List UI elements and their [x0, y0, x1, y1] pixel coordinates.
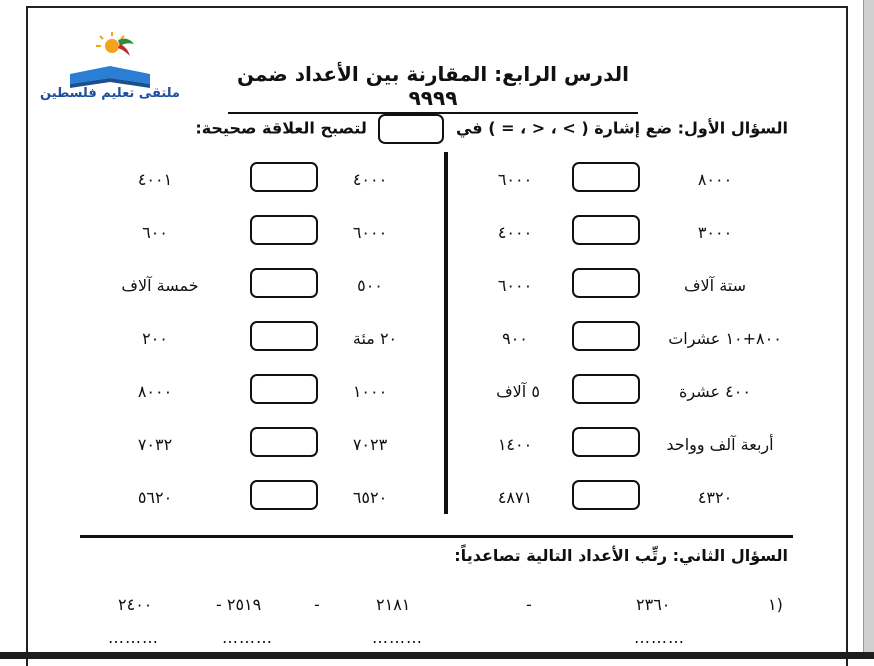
q2-number-1: ٢٣٦٠ [636, 595, 671, 614]
left-col-row-6-first: ٧٠٢٣ [352, 435, 388, 454]
right-col-row-6-second: ١٤٠٠ [497, 435, 533, 454]
right-col-row-3-second: ٦٠٠٠ [497, 276, 533, 295]
left-col-row-4-second: ٢٠٠ [142, 329, 168, 348]
right-col-row-5-answer-box[interactable] [572, 374, 640, 404]
answer-blank-3[interactable]: ……… [222, 628, 273, 647]
right-col-row-4-first: ٨٠٠+١٠ عشرات [668, 329, 782, 348]
left-col-row-5-first: ١٠٠٠ [352, 382, 388, 401]
q2-separator-2: - [314, 595, 320, 614]
right-col-row-6-first: أربعة آلف وواحد [666, 435, 774, 454]
right-col-row-4-second: ٩٠٠ [502, 329, 528, 348]
column-divider [444, 152, 448, 514]
left-col-row-5-answer-box[interactable] [250, 374, 318, 404]
right-col-row-2-second: ٤٠٠٠ [497, 223, 533, 242]
question-2-item-number: ١) [768, 595, 783, 614]
left-col-row-2-first: ٦٠٠٠ [352, 223, 388, 242]
right-col-row-4-answer-box[interactable] [572, 321, 640, 351]
answer-blank-1[interactable]: ……… [634, 628, 685, 647]
right-col-row-1-first: ٨٠٠٠ [697, 170, 733, 189]
right-col-row-7-answer-box[interactable] [572, 480, 640, 510]
left-col-row-6-answer-box[interactable] [250, 427, 318, 457]
q2-number-4: ٢٤٠٠ [118, 595, 153, 614]
answer-blank-2[interactable]: ……… [372, 628, 423, 647]
left-col-row-7-first: ٦٥٢٠ [352, 488, 388, 507]
right-col-row-7-second: ٤٨٧١ [497, 488, 533, 507]
left-col-row-7-second: ٥٦٢٠ [137, 488, 173, 507]
question-1-instructions [195, 114, 788, 144]
page-title: الدرس الرابع: المقارنة بين الأعداد ضمن ٩٩٩٩ [228, 62, 638, 114]
section-separator [80, 535, 793, 538]
right-col-row-3-first: ستة آلاف [683, 276, 747, 295]
right-col-row-3-answer-box[interactable] [572, 268, 640, 298]
right-col-row-6-answer-box[interactable] [572, 427, 640, 457]
right-col-row-2-answer-box[interactable] [572, 215, 640, 245]
left-col-row-5-second: ٨٠٠٠ [137, 382, 173, 401]
left-col-row-2-second: ٦٠٠ [142, 223, 168, 242]
question-2-instructions: السؤال الثاني: رتِّب الأعداد التالية تصاعدياً: [454, 546, 788, 565]
left-col-row-1-answer-box[interactable] [250, 162, 318, 192]
q2-number-2: ٢١٨١ [376, 595, 411, 614]
right-col-row-5-first: ٤٠٠ عشرة [679, 382, 751, 401]
q2-separator-1: - [526, 595, 532, 614]
right-col-row-1-second: ٦٠٠٠ [497, 170, 533, 189]
logo-text: ملتقى تعليم فلسطين [40, 86, 180, 101]
right-col-row-7-first: ٤٣٢٠ [697, 488, 733, 507]
left-col-row-3-second: خمسة آلاف [121, 276, 199, 295]
left-col-row-7-answer-box[interactable] [250, 480, 318, 510]
left-col-row-6-second: ٧٠٣٢ [137, 435, 173, 454]
question-1-prefix: السؤال الأول: ضع إشارة ( > ، < ، = ) في [455, 118, 788, 138]
sample-answer-box [378, 114, 444, 144]
left-col-row-2-answer-box[interactable] [250, 215, 318, 245]
left-col-row-1-second: ٤٠٠١ [137, 170, 173, 189]
window-scroll-edge [863, 0, 874, 659]
open-book-icon [70, 66, 150, 88]
sun-rays-icon [96, 32, 134, 56]
right-col-row-5-second: ٥ آلاف [496, 382, 540, 401]
q2-number-3: ٢٥١٩ - [216, 595, 262, 614]
question-1-suffix: لتصبح العلاقة صحيحة: [195, 118, 367, 138]
right-col-row-1-answer-box[interactable] [572, 162, 640, 192]
right-col-row-2-first: ٣٠٠٠ [697, 223, 733, 242]
taskbar-edge [0, 652, 874, 659]
left-col-row-1-first: ٤٠٠٠ [352, 170, 388, 189]
left-col-row-4-first: ٢٠ مئة [352, 329, 398, 348]
left-col-row-3-first: ٥٠٠ [357, 276, 383, 295]
left-col-row-3-answer-box[interactable] [250, 268, 318, 298]
left-col-row-4-answer-box[interactable] [250, 321, 318, 351]
answer-blank-4[interactable]: ……… [108, 628, 159, 647]
